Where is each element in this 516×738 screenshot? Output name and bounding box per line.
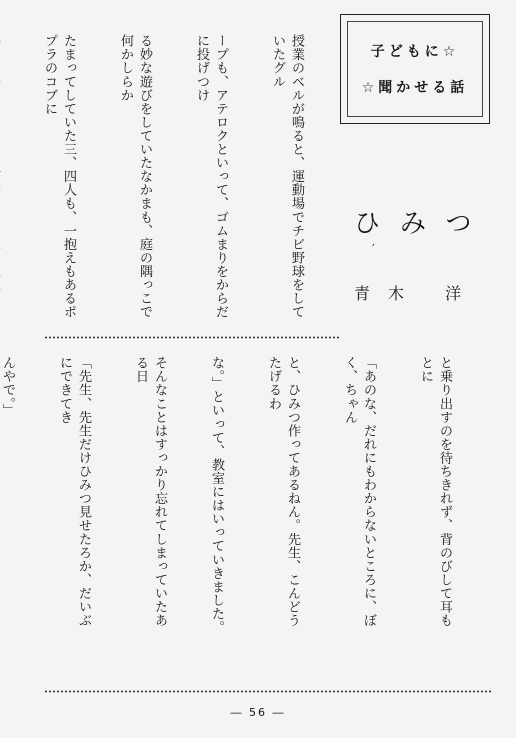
series-title-box (340, 14, 490, 124)
text-column: ープも、アテロクといって、ゴムまりをからだに投げつけ (194, 34, 228, 319)
text-column (0, 34, 2, 324)
series-title-line2: ☆聞かせる話 (361, 80, 469, 96)
author-name: 青木 洋 (354, 284, 480, 303)
page-number: ― 56 ― (230, 706, 286, 719)
story-title: ひみつ (354, 209, 492, 239)
text-column: と、ひみつ作ってあるねん。先生、こんどうたげるわ (266, 356, 300, 627)
text-column: んやで。」 (0, 356, 15, 418)
lower-text-block (0, 356, 492, 638)
text-column: る妙な遊びをしていたなかまも、庭の隅っこで何かしらか (118, 34, 152, 319)
text-column: な。」といって、教室にはいっていきました。 (209, 356, 224, 634)
text-column: と乗り出すのを待ちきれず、背のびして耳もとに (418, 356, 452, 627)
title-mark: ′ (372, 242, 375, 256)
text-column: 授業のベルが鳴ると、運動場でチビ野球をしていたグル (270, 34, 304, 319)
text-column: たまってしていた三、四人も、一抱えもあるポプラのコブに (42, 34, 76, 319)
series-title-line1: 子どもに☆ (370, 44, 460, 60)
text-column: 「先生、先生だけひみつ見せたろか、だいぶにできてき (57, 356, 91, 627)
bottom-dotted-rule (44, 690, 492, 693)
upper-text-block (44, 34, 344, 324)
series-title-inner-frame (347, 21, 483, 117)
text-column: そんなことはすっかり忘れてしまっていたある日 (133, 356, 167, 627)
dotted-divider (44, 336, 340, 339)
text-column: 「あのな、だれにもわからないところに、ぼく、ちゃん (342, 356, 376, 627)
